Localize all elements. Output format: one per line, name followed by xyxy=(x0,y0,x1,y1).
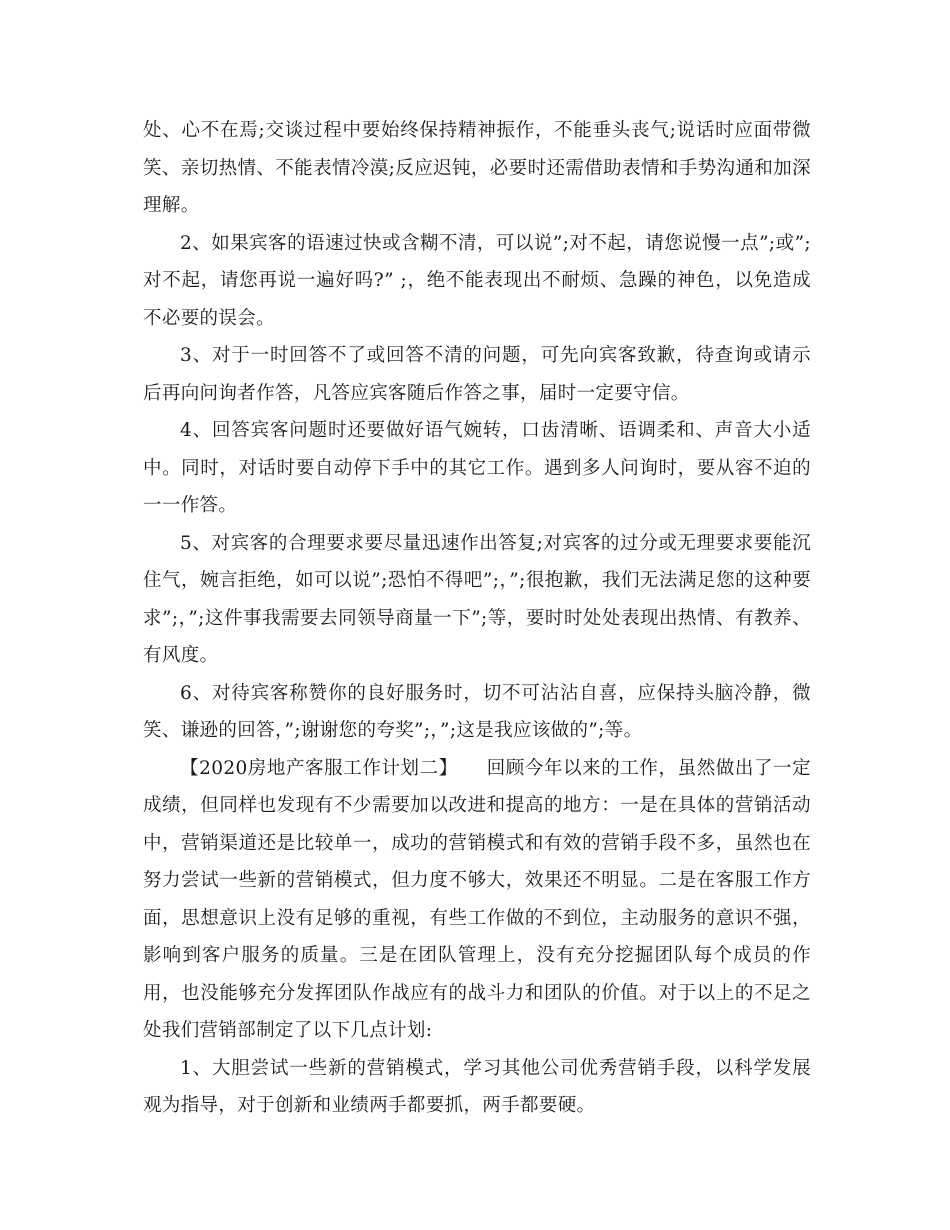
paragraph-item-4: 4、回答宾客问题时还要做好语气婉转，口齿清晰、语调柔和、声音大小适中。同时，对话时要自动停下手中的其它工作。遇到多人问询时，要从容不迫的一一作答。 xyxy=(143,420,811,516)
paragraph-plan-item-1: 1、大胆尝试一些新的营销模式，学习其他公司优秀营销手段，以科学发展观为指导，对于创新和业绩两手都要抓，两手都要硬。 xyxy=(143,1057,811,1116)
paragraph-item-3: 3、对于一时回答不了或回答不清的问题，可先向宾客致歉，待查询或请示后再向问询者作答，凡答应宾客随后作答之事，届时一定要守信。 xyxy=(143,345,811,404)
document-body xyxy=(143,112,811,1125)
paragraph-item-2: 2、如果宾客的语速过快或含糊不清，可以说”;对不起，请您说慢一点”;或”;对不起，请您再说一遍好吗?” ;，绝不能表现出不耐烦、急躁的神色，以免造成不必要的误会。 xyxy=(143,232,811,329)
paragraph-item-6: 6、对待宾客称赞你的良好服务时，切不可沾沾自喜，应保持头脑冷静，微笑、谦逊的回答，”;谢谢您的夸奖”;，”;这是我应该做的”;等。 xyxy=(143,682,811,741)
paragraph-item-5: 5、对宾客的合理要求要尽量迅速作出答复;对宾客的过分或无理要求要能沉住气，婉言拒绝，如可以说”;恐怕不得吧”;，”;很抱歉，我们无法满足您的这种要求”;，”;这件事我需要去同领导商量一下”;等，要时时处处表现出热情、有教养、有风度。 xyxy=(143,532,811,666)
paragraph-continuation: 处、心不在焉;交谈过程中要始终保持精神振作，不能垂头丧气;说话时应面带微笑、亲切热情、不能表情冷漠;反应迟钝，必要时还需借助表情和手势沟通和加深理解。 xyxy=(143,120,811,216)
paragraph-plan-two: 【2020房地产客服工作计划二】 回顾今年以来的工作，虽然做出了一定成绩，但同样也发现有不少需要加以改进和提高的地方：一是在具体的营销活动中，营销渠道还是比较单一，成功的营销模式和有效的营销手段不多，虽然也在努力尝试一些新的营销模式，但力度不够大，效果还不明显。二是在客服工作方面，思想意识上没有足够的重视，有些工作做的不到位，主动服务的意识不强，影响到客户服务的质量。三是在团队管理上，没有充分挖掘团队每个成员的作用，也没能够充分发挥团队作战应有的战斗力和团队的价值。对于以上的不足之处我们营销部制定了以下几点计划: xyxy=(143,757,811,1041)
